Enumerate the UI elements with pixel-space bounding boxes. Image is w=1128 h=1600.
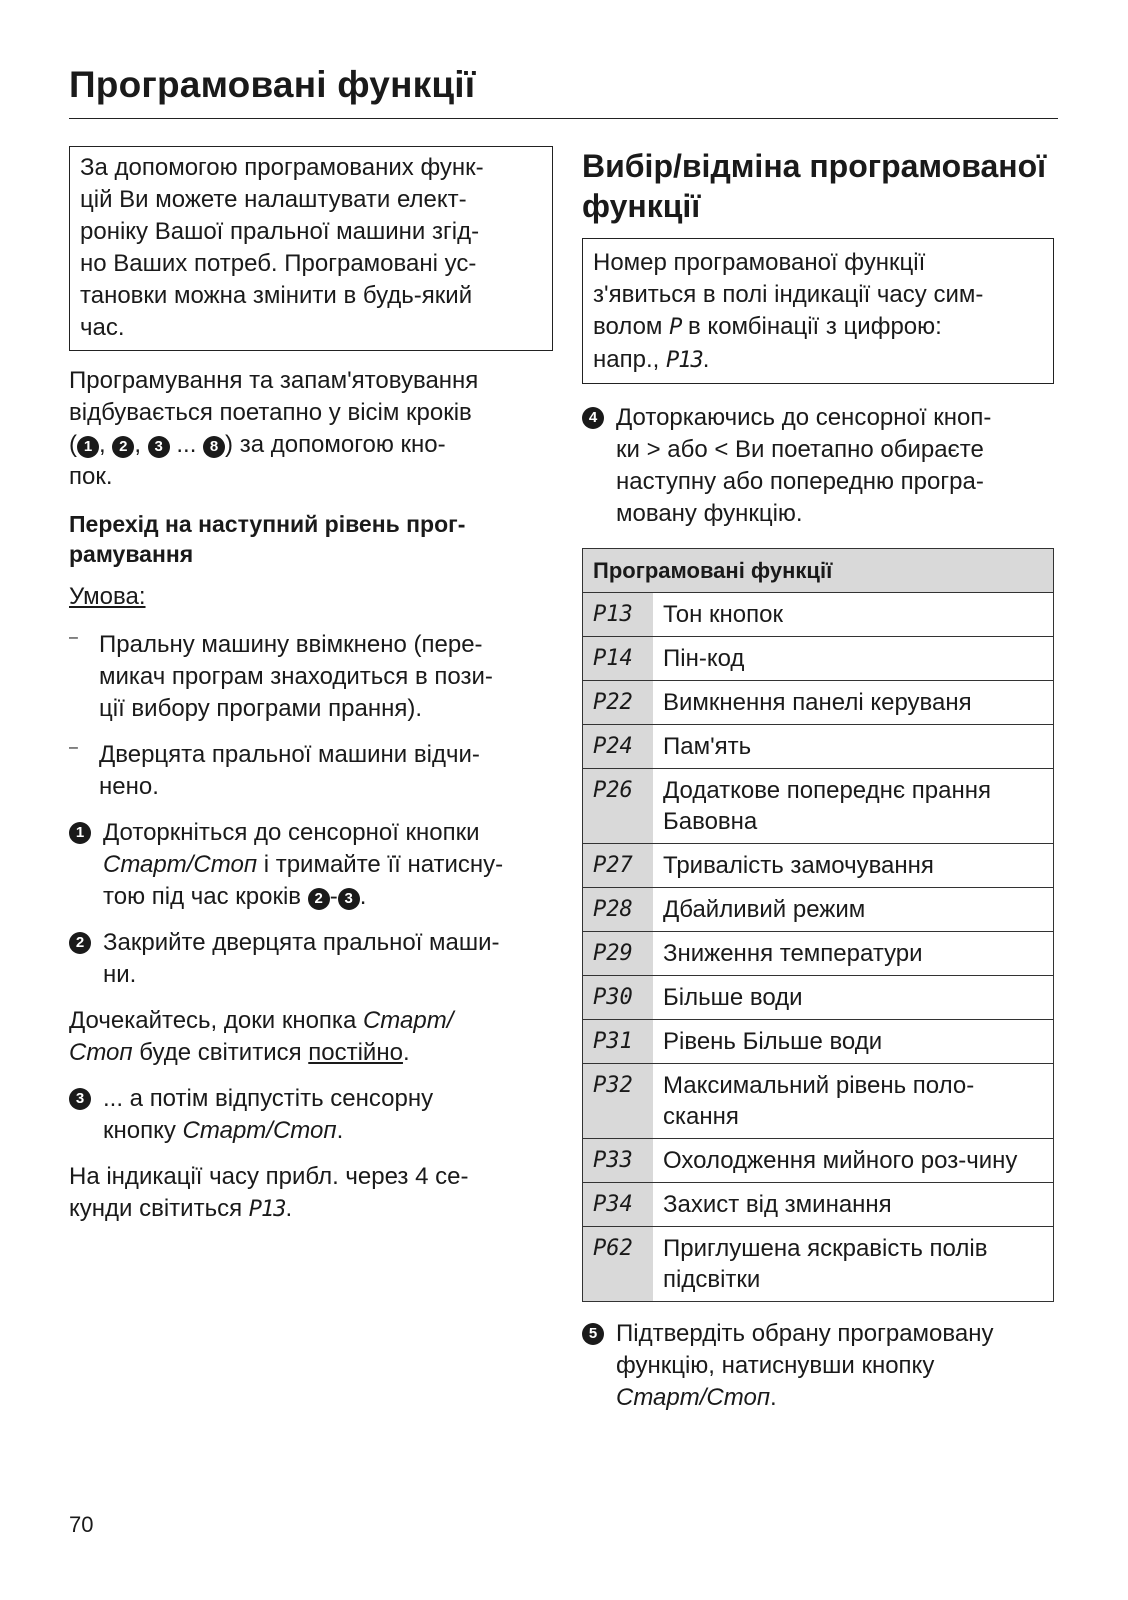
steps-intro-paragraph	[69, 365, 553, 493]
step-5	[582, 1318, 1062, 1414]
info-line	[593, 344, 1043, 377]
condition-line: нено.	[99, 773, 159, 800]
para-line: Програмування та запам'ятовування	[69, 367, 479, 394]
function-code: P28	[583, 888, 654, 932]
start-stop-ref: Старт/Стоп	[616, 1384, 771, 1411]
display-code: P13	[665, 348, 703, 373]
function-code: P62	[583, 1227, 654, 1302]
step-2	[69, 927, 553, 991]
para-line	[69, 429, 553, 461]
step-line	[103, 849, 553, 881]
function-code: P27	[583, 844, 654, 888]
step-line: Закрийте дверцята пральної маши-	[103, 929, 500, 956]
step-line: наступну або попередню програ-	[616, 468, 984, 495]
step-marker-3: 3	[148, 436, 170, 458]
info-line	[593, 311, 1043, 344]
function-label: Вимкнення панелі керуваня	[653, 681, 1054, 725]
function-label: Охолодження мийного роз-чину	[653, 1139, 1054, 1183]
final-text: .	[285, 1195, 293, 1222]
final-paragraph	[69, 1161, 553, 1226]
function-label: Пін-код	[653, 637, 1054, 681]
wait-line	[69, 1005, 553, 1037]
intro-line: цій Ви можете налаштувати елект-	[80, 186, 467, 213]
heading-line: функції	[582, 188, 701, 224]
table-row	[583, 888, 1054, 932]
step-text: кнопку	[103, 1117, 183, 1144]
start-stop-ref: Старт/Стоп	[103, 851, 258, 878]
heading-line: Вибір/відміна програмованої	[582, 148, 1047, 184]
condition-line: Пральну машину ввімкнено (пере-	[99, 631, 483, 658]
table-header-row	[583, 549, 1054, 593]
step-1	[69, 817, 553, 913]
table-row	[583, 976, 1054, 1020]
intro-box	[69, 146, 553, 351]
step-line: Підтвердіть обрану програмовану	[616, 1320, 994, 1347]
para-rest: ) за допомогою кно-	[225, 431, 446, 458]
table-row	[583, 1020, 1054, 1064]
step-line: функцію, натиснувши кнопку	[616, 1352, 935, 1379]
function-code: P34	[583, 1183, 654, 1227]
step-line: ки > або < Ви поетапно обираєте	[616, 436, 984, 463]
table-row	[583, 844, 1054, 888]
info-text: в комбінації з цифрою:	[681, 313, 942, 340]
page-number: 70	[69, 1512, 94, 1537]
intro-line: но Ваших потреб. Програмовані ус-	[80, 250, 477, 277]
dash-bullet: –	[69, 629, 78, 646]
wait-text: .	[402, 1039, 410, 1066]
table-row	[583, 725, 1054, 769]
step-number-3: 3	[69, 1088, 91, 1110]
function-label: Більше води	[653, 976, 1054, 1020]
step-3	[69, 1083, 553, 1147]
function-code: P22	[583, 681, 654, 725]
intro-line: За допомогою програмованих функ-	[80, 154, 484, 181]
start-stop-ref: Старт/	[362, 1007, 454, 1034]
left-column	[69, 146, 553, 1226]
section-heading	[69, 509, 553, 569]
step-text: -	[329, 883, 338, 910]
title-divider	[69, 118, 1058, 119]
function-label: Приглушена яскравість полів підсвітки	[653, 1227, 1054, 1302]
right-column	[582, 146, 1062, 1414]
step-line: ... а потім відпустіть сенсорну	[103, 1085, 434, 1112]
function-label: Максимальний рівень поло-скання	[653, 1064, 1054, 1139]
info-text: .	[702, 346, 710, 373]
step-line: Доторкаючись до сенсорної кноп-	[616, 404, 992, 431]
step-marker-8: 8	[203, 436, 225, 458]
para-line: відбувається поетапно у вісім кроків	[69, 399, 472, 426]
sep: ,	[99, 431, 113, 458]
step-text: тою під час кроків	[103, 883, 308, 910]
info-text: напр.,	[593, 346, 666, 373]
step-4	[582, 402, 1062, 530]
table-row	[583, 1227, 1054, 1302]
intro-line: роніку Вашої пральної машини згід-	[80, 218, 480, 245]
function-code: P29	[583, 932, 654, 976]
info-text: волом	[593, 313, 670, 340]
function-label: Пам'ять	[653, 725, 1054, 769]
function-label: Рівень Більше води	[653, 1020, 1054, 1064]
step-marker-1: 1	[77, 436, 99, 458]
step-text: .	[770, 1384, 777, 1411]
function-code: P13	[583, 593, 654, 637]
condition-item	[69, 739, 553, 803]
sep: ,	[134, 431, 148, 458]
table-row	[583, 681, 1054, 725]
step-text: .	[336, 1117, 344, 1144]
wait-text: Дочекайтесь, доки кнопка	[69, 1007, 363, 1034]
paren-open: (	[69, 431, 77, 458]
final-line: На індикації часу прибл. через 4 се-	[69, 1163, 469, 1190]
intro-line: тановки можна змінити в будь-який	[80, 282, 473, 309]
heading-line: рамування	[69, 541, 194, 567]
function-code: P32	[583, 1064, 654, 1139]
step-marker-3: 3	[338, 888, 360, 910]
step-marker-2: 2	[308, 888, 330, 910]
step-number-2: 2	[69, 932, 91, 954]
display-symbol: P	[669, 315, 682, 340]
step-number-5: 5	[582, 1323, 604, 1345]
function-code: P24	[583, 725, 654, 769]
table-row	[583, 593, 1054, 637]
condition-line: Дверцята пральної машини відчи-	[99, 741, 480, 768]
table-row	[583, 1139, 1054, 1183]
function-label: Дбайливий режим	[653, 888, 1054, 932]
page-title: Програмовані функції	[69, 64, 476, 105]
function-code: P26	[583, 769, 654, 844]
step-line	[103, 881, 553, 913]
step-line	[616, 1382, 1062, 1414]
function-label: Захист від зминання	[653, 1183, 1054, 1227]
display-code: P13	[248, 1197, 286, 1222]
emphasis-text: постійно	[308, 1039, 403, 1066]
table-row	[583, 637, 1054, 681]
step-marker-2: 2	[112, 436, 134, 458]
start-stop-ref: Старт/Стоп	[182, 1117, 337, 1144]
condition-label: Умова:	[69, 583, 146, 610]
step-line: мовану функцію.	[616, 500, 803, 527]
dots: ...	[169, 431, 204, 458]
para-line: пок.	[69, 463, 113, 490]
wait-text: буде світитися	[132, 1039, 309, 1066]
heading-line: Перехід на наступний рівень прог-	[69, 511, 466, 537]
function-code: P31	[583, 1020, 654, 1064]
step-line: ни.	[103, 961, 137, 988]
function-label: Зниження температури	[653, 932, 1054, 976]
info-box	[582, 238, 1054, 384]
step-text: і тримайте її натисну-	[257, 851, 504, 878]
function-code: P30	[583, 976, 654, 1020]
info-line: Номер програмованої функції	[593, 249, 926, 276]
dash-bullet: –	[69, 739, 78, 756]
final-line	[69, 1193, 553, 1226]
section-heading	[582, 146, 1062, 226]
function-label: Тон кнопок	[653, 593, 1054, 637]
condition-line: микач програм знаходиться в пози-	[99, 663, 493, 690]
table-row	[583, 1064, 1054, 1139]
start-stop-ref: Стоп	[69, 1039, 133, 1066]
table-row	[583, 1183, 1054, 1227]
step-text: .	[359, 883, 367, 910]
step-line	[103, 1115, 553, 1147]
function-code: P14	[583, 637, 654, 681]
condition-item	[69, 629, 553, 725]
table-row	[583, 932, 1054, 976]
info-line: з'явиться в полі індикації часу сим-	[593, 281, 984, 308]
condition-line: ції вибору програми прання).	[99, 695, 422, 722]
final-text: кунди світиться	[69, 1195, 249, 1222]
intro-line: час.	[80, 314, 125, 341]
function-label: Додаткове попереднє прання Бавовна	[653, 769, 1054, 844]
functions-table	[582, 548, 1054, 1302]
wait-paragraph	[69, 1005, 553, 1069]
table-header: Програмовані функції	[583, 549, 1054, 593]
function-code: P33	[583, 1139, 654, 1183]
step-number-1: 1	[69, 822, 91, 844]
function-label: Тривалість замочування	[653, 844, 1054, 888]
step-line: Доторкніться до сенсорної кнопки	[103, 819, 480, 846]
table-row	[583, 769, 1054, 844]
wait-line	[69, 1037, 553, 1069]
step-number-4: 4	[582, 407, 604, 429]
